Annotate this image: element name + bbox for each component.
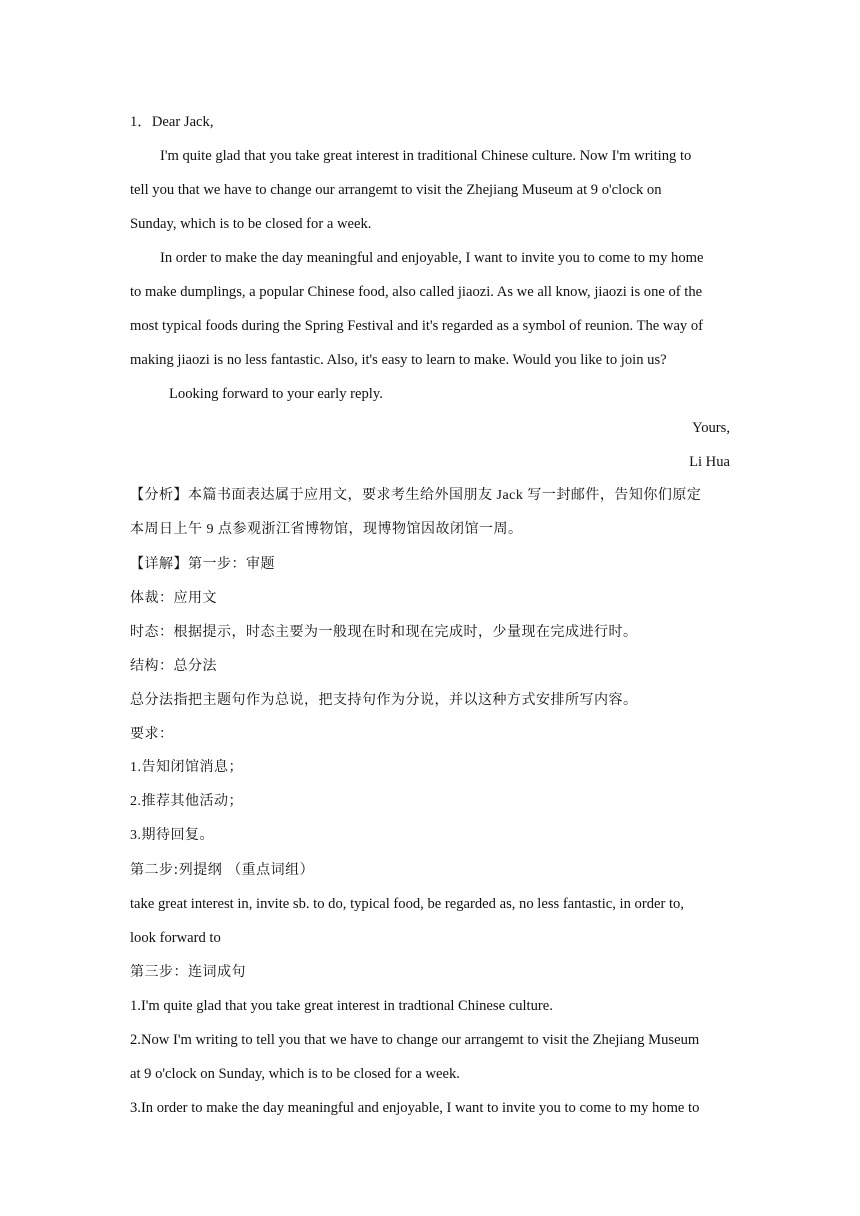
detail-sentence-2-line-2: at 9 o'clock on Sunday, which is to be closed for a week. bbox=[130, 1066, 460, 1082]
detail-step-3-heading: 第三步：连词成句 bbox=[130, 964, 246, 980]
letter-paragraph-2-line-3: most typical foods during the Spring Festival and it's regarded as a symbol of reunion. The way of bbox=[130, 318, 704, 334]
letter-signature: Li Hua bbox=[689, 454, 730, 470]
letter-paragraph-2-line-2: to make dumplings, a popular Chinese food, also called jiaozi. As we all know, jiaozi is one of the bbox=[130, 284, 703, 300]
document-page bbox=[130, 105, 730, 1125]
letter-sign-off: Yours, bbox=[692, 420, 730, 436]
letter-paragraph-1-line-1: I'm quite glad that you take great interest in traditional Chinese culture. Now I'm writing to bbox=[160, 148, 692, 164]
detail-sentence-2-line-1: 2.Now I'm writing to tell you that we have to change our arrangemt to visit the Zhejiang Museum bbox=[130, 1032, 700, 1048]
letter-paragraph-2-line-1: In order to make the day meaningful and enjoyable, I want to invite you to come to my home bbox=[160, 250, 704, 266]
letter-paragraph-1-line-3: Sunday, which is to be closed for a week. bbox=[130, 216, 372, 232]
detail-step-2-heading: 第二步:列提纲 （重点词组） bbox=[130, 862, 315, 878]
letter-heading: 1．Dear Jack, bbox=[130, 114, 214, 130]
detail-requirements-label: 要求： bbox=[130, 726, 174, 742]
letter-closing-line: Looking forward to your early reply. bbox=[169, 386, 383, 402]
detail-requirement-3: 3.期待回复。 bbox=[130, 828, 214, 843]
letter-paragraph-1-line-2: tell you that we have to change our arrangemt to visit the Zhejiang Museum at 9 o'clock on bbox=[130, 182, 662, 198]
detail-phrases-line-2: look forward to bbox=[130, 930, 221, 946]
detail-structure-description: 总分法指把主题句作为总说，把支持句作为分说，并以这种方式安排所写内容。 bbox=[130, 692, 638, 708]
detail-structure: 结构：总分法 bbox=[130, 658, 217, 674]
letter-paragraph-2-line-4: making jiaozi is no less fantastic. Also, it's easy to learn to make. Would you like to join us? bbox=[130, 352, 667, 368]
analysis-line-1: 【分析】本篇书面表达属于应用文，要求考生给外国朋友 Jack 写一封邮件，告知你们原定 bbox=[130, 488, 702, 503]
detail-phrases-line-1: take great interest in, invite sb. to do, typical food, be regarded as, no less fantastic, in order to, bbox=[130, 896, 684, 912]
detail-tense: 时态：根据提示，时态主要为一般现在时和现在完成时，少量现在完成进行时。 bbox=[130, 624, 638, 640]
detail-sentence-3-line-1: 3.In order to make the day meaningful and enjoyable, I want to invite you to come to my home to bbox=[130, 1100, 700, 1116]
detail-requirement-1: 1.告知闭馆消息； bbox=[130, 760, 243, 775]
detail-genre: 体裁：应用文 bbox=[130, 590, 217, 606]
detail-step-1-heading: 【详解】第一步：审题 bbox=[130, 556, 275, 572]
analysis-line-2: 本周日上午 9 点参观浙江省博物馆，现博物馆因故闭馆一周。 bbox=[130, 522, 523, 537]
detail-requirement-2: 2.推荐其他活动； bbox=[130, 794, 243, 809]
detail-sentence-1: 1.I'm quite glad that you take great interest in tradtional Chinese culture. bbox=[130, 998, 553, 1014]
